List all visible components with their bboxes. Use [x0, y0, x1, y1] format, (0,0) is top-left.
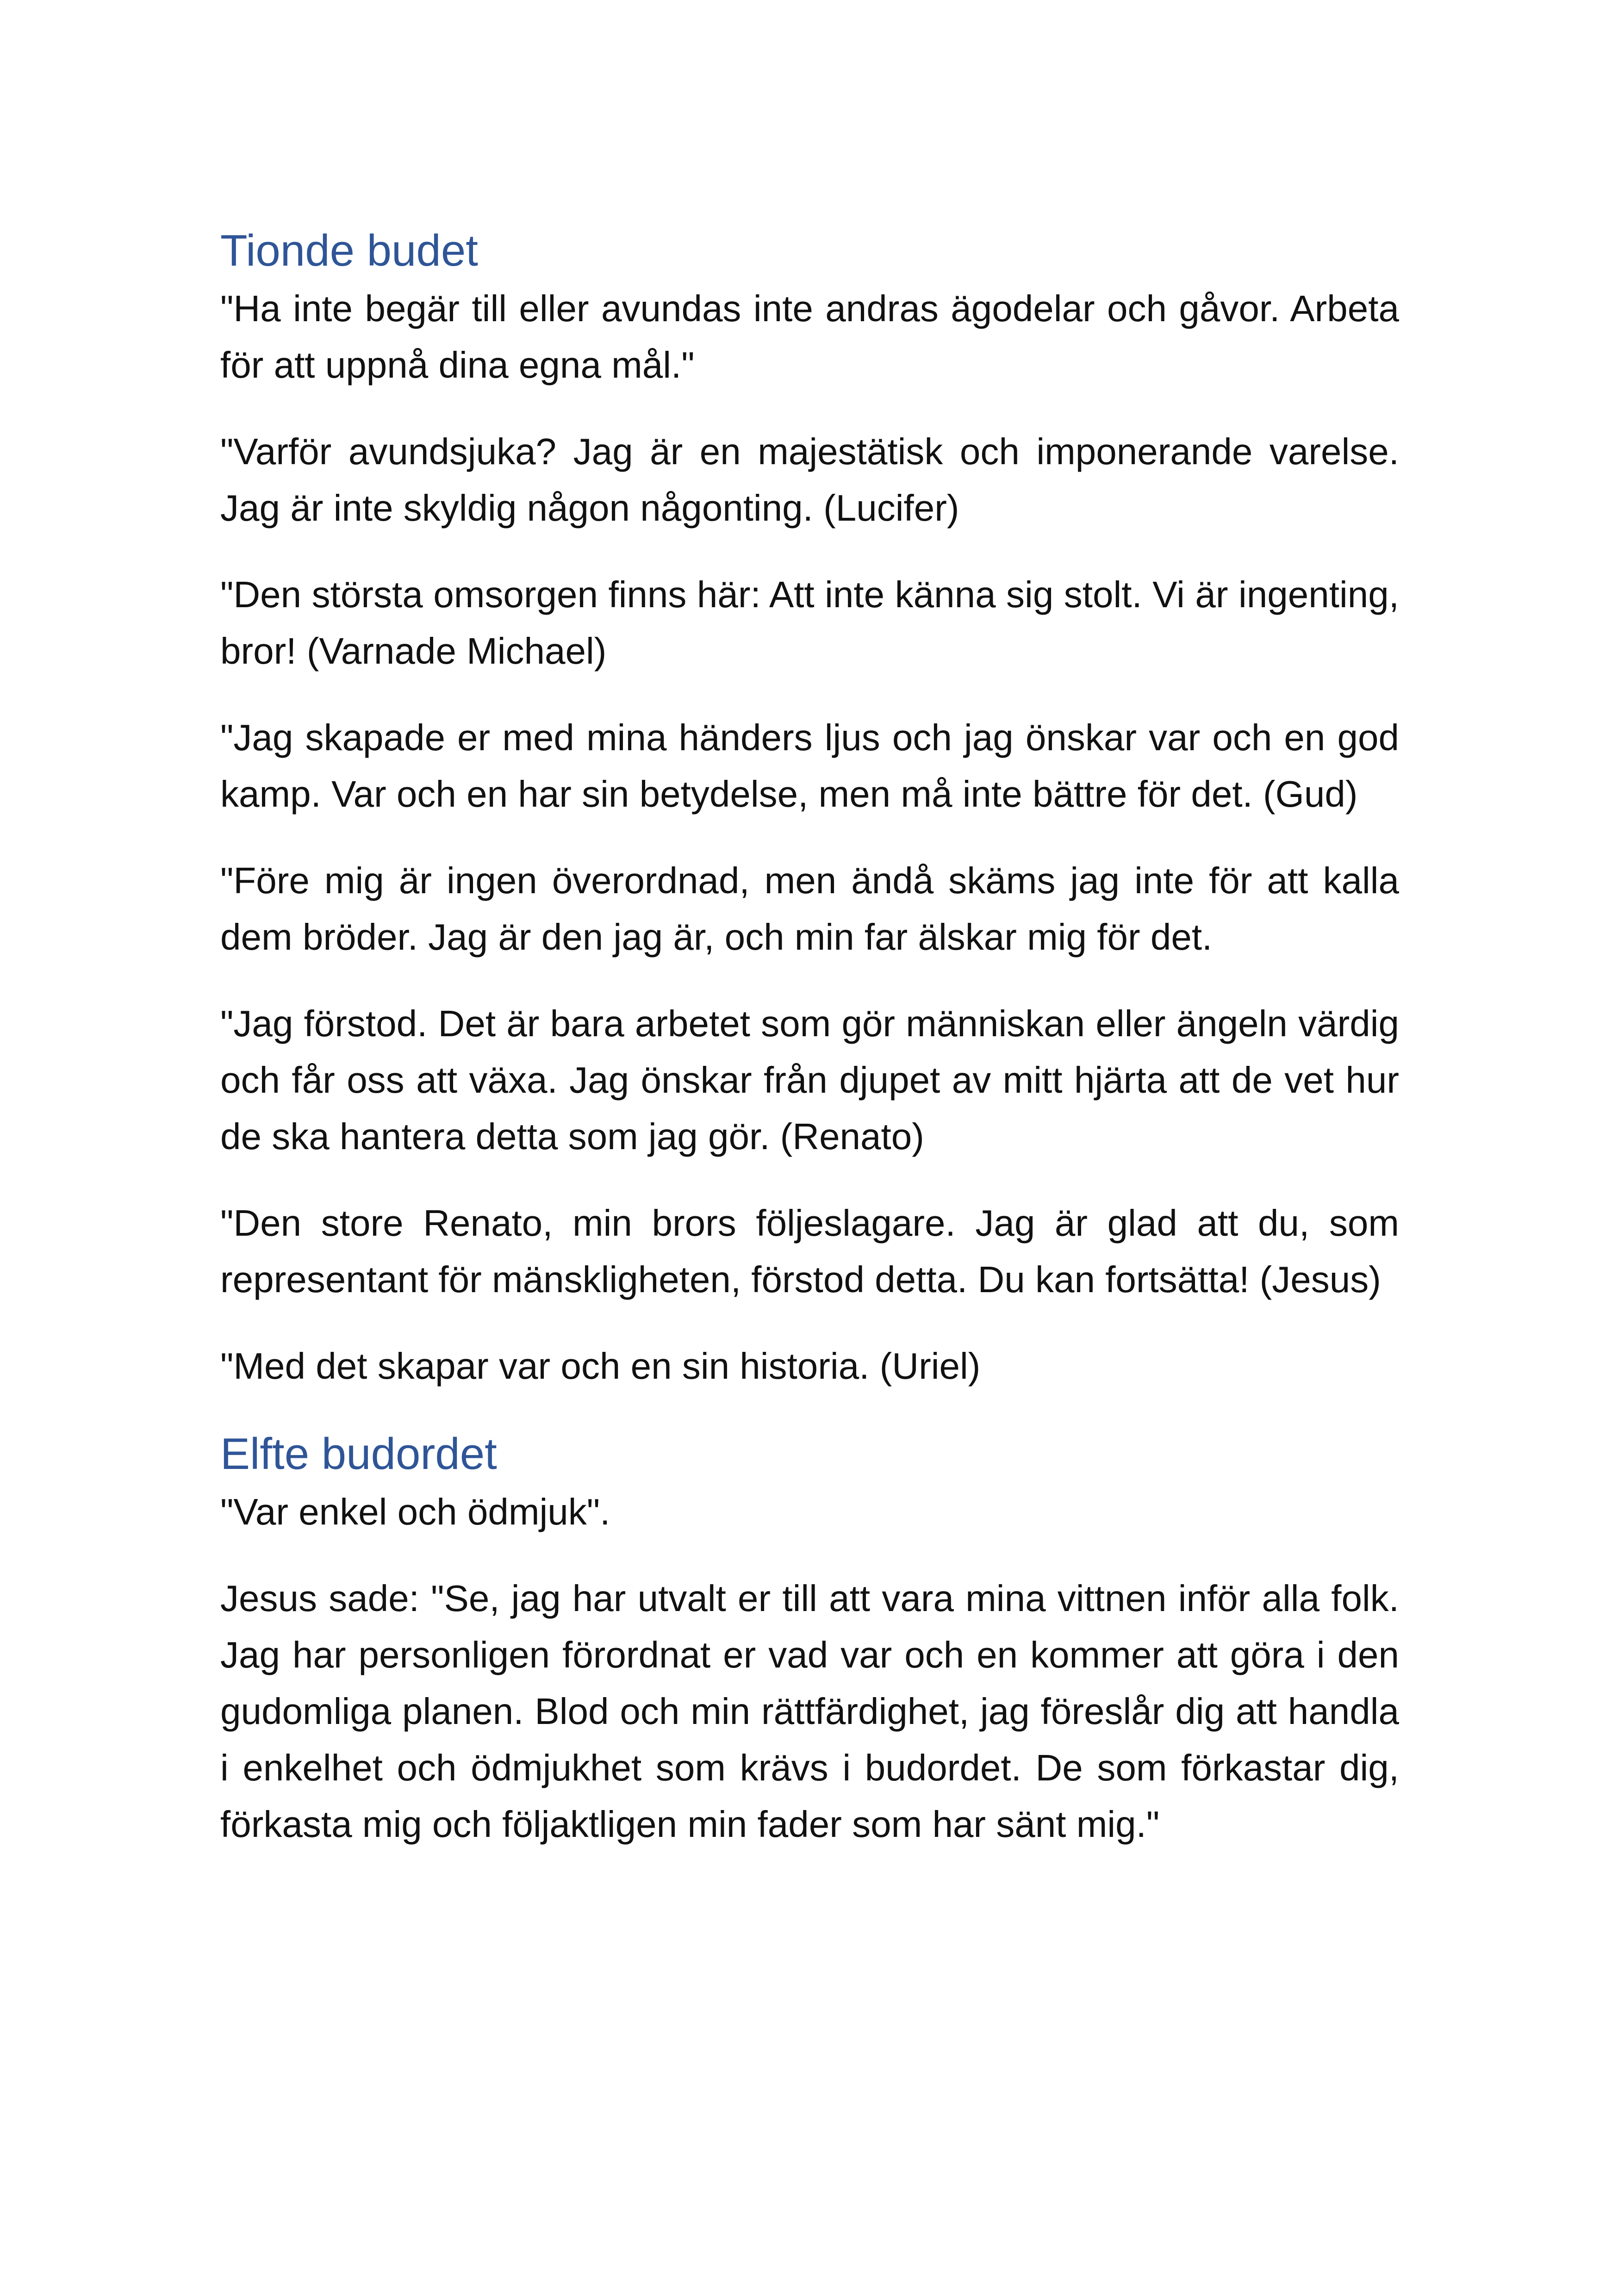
section-heading: Tionde budet: [220, 226, 478, 275]
paragraph: "Var enkel och ödmjuk".: [220, 1491, 610, 1532]
paragraph: "Ha inte begär till eller avundas inte andras ägodelar och gåvor. Arbeta för att uppnå dina egna mål.": [220, 288, 1399, 386]
paragraph: "Den store Renato, min brors följeslagare. Jag är glad att du, som representant för mänskligheten, förstod detta. Du kan fortsätta! (Jesus): [220, 1202, 1399, 1300]
paragraph: Jesus sade: "Se, jag har utvalt er till att vara mina vittnen inför alla folk. Jag har personligen förordnat er vad var och en kommer att göra i den gudomliga planen. Blod och min rättfärdighet, jag föreslår dig att handla i enkelhet och ödmjukhet som krävs i budordet. De som förkastar dig, förkasta mig och följaktligen min fader som har sänt mig.": [220, 1578, 1399, 1845]
document-content: [220, 221, 1399, 1883]
paragraph: "Jag skapade er med mina händers ljus och jag önskar var och en god kamp. Var och en har sin betydelse, men må inte bättre för det. (Gud): [220, 717, 1399, 815]
paragraph: "Varför avundsjuka? Jag är en majestätisk och imponerande varelse. Jag är inte skyldig någon någonting. (Lucifer): [220, 431, 1399, 529]
paragraph: "Före mig är ingen överordnad, men ändå skäms jag inte för att kalla dem bröder. Jag är den jag är, och min far älskar mig för det.: [220, 860, 1399, 958]
paragraph: "Den största omsorgen finns här: Att inte känna sig stolt. Vi är ingenting, bror! (Varnade Michael): [220, 574, 1399, 672]
section-heading: Elfte budordet: [220, 1429, 497, 1479]
paragraph: "Jag förstod. Det är bara arbetet som gör människan eller ängeln värdig och får oss att växa. Jag önskar från djupet av mitt hjärta att de vet hur de ska hantera detta som jag gör. (Renato): [220, 1003, 1399, 1157]
paragraph: "Med det skapar var och en sin historia. (Uriel): [220, 1345, 981, 1387]
